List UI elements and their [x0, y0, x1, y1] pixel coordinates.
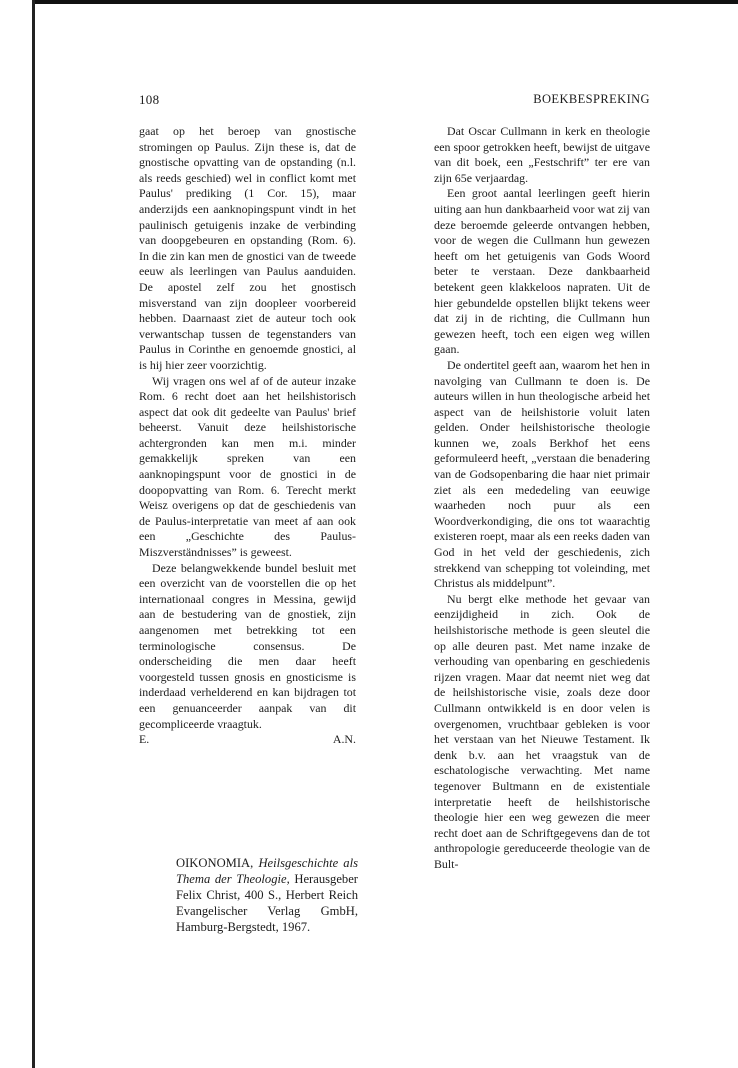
book-details: Herausgeber Felix Christ, 400 S., Herbert Reich Evangelischer Verlag GmbH, Hamburg-Bergstedt, 1967. — [176, 872, 358, 934]
page-number: 108 — [139, 92, 160, 107]
paragraph: Een groot aantal leerlingen geeft hierin uiting aan hun dankbaarheid voor wat zij van deze beroemde geleerde ontvangen hebben, voor de wegen die Cullmann hun gewezen heeft om het getuigenis van Gods Woord beter te verstaan. Deze dankbaarheid betekent geen klakkeloos napraten. Uit de hier gebundelde opstellen blijkt tekens weer dat zij in de richting, die Cullmann hun gewezen heeft, toch een eigen weg willen gaan. — [434, 186, 650, 357]
paragraph: Deze belangwekkende bundel besluit met een overzicht van de voorstellen die op het internationaal congres in Messina, gewijd aan de bestudering van de gnostiek, zijn aangenomen met betrekking tot een terminologische consensus. De onderscheiding die men daar heeft voorgesteld tussen gnosis en gnosticisme is inderdaad verhelderend en kan bijdragen tot een genuanceerder aanpak van dit gecompliceerde vraagtuk. — [139, 560, 356, 731]
paragraph: gaat op het beroep van gnostische stromingen op Paulus. Zijn these is, dat de gnostische opvatting van de opstanding (n.l. als reeds geschied) wel in conflict komt met Paulus' prediking (1 Cor. 15), maar anderzijds een aanknopingspunt vindt in het paulinisch getuigenis inzake de verbinding van doopgebeuren en opstanding (Rom. 6). In die zin kan men de gnostici van de tweede eeuw als leerlingen van Paulus aanduiden. De apostel zelf zou het gnostisch misverstand van zijn doopleer voorbereid hebben. Daarnaast ziet de auteur toch ook verwantschap tussen de tegenstanders van Paulus in Corinthe en genoemde gnostici, al is hij hier zeer voorzichtig. — [139, 124, 356, 372]
scan-left-border — [32, 0, 35, 1068]
paragraph: Wij vragen ons wel af of de auteur inzake Rom. 6 recht doet aan het heilshistorisch aspect dat ook dit gedeelte van Paulus' brief beheerst. Vanuit deze heilshistorische achtergronden kan men m.i. minder gemakkelijk spreken van een aanknopingspunt voor de gnostici in de doopopvatting van Rom. 6. Terecht merkt Weisz overigens op dat de geschiedenis van de Paulus-interpretatie van meet af aan ook een „Geschichte des Paulus-Miszverständnisses” is geweest. — [139, 373, 356, 560]
signature-right: A.N. — [332, 732, 356, 747]
paragraph: De ondertitel geeft aan, waarom het hen in navolging van Cullmann te doen is. De auteurs willen in hun theologische arbeid het aspect van de heilshistorie voluit laten gelden. Onder heilshistorische theologie kunnen we, zoals Berkhof het eens geformuleerd heeft, „verstaan die benadering van de Godsopenbaring die haar niet primair ziet als een mededeling van eeuwige waarheden noch puur als een Woordverkondiging, die ons tot waarachtig existeren roept, maar als een reeks daden van God in het veld der geschiedenis, zich strekkend van schepping tot voleinding, met Christus als middelpunt”. — [434, 357, 650, 591]
right-column — [434, 124, 650, 873]
signature-left: E. — [139, 732, 150, 747]
book-reference — [176, 855, 358, 935]
book-subtitle: Heilsgeschichte als Thema der Theologie, — [176, 856, 358, 886]
signature-line — [139, 732, 356, 748]
running-head: BOEKBESPREKING — [533, 92, 650, 106]
paragraph: Dat Oscar Cullmann in kerk en theologie een spoor getrokken heeft, bewijst de uitgave van dit boek, een „Festschrift” ter ere van zijn 65e verjaardag. — [434, 124, 650, 185]
left-column — [139, 124, 356, 748]
paragraph: Nu bergt elke methode het gevaar van eenzijdigheid in zich. Ook de heilshistorische methode is geen sleutel die op alle deuren past. Met name inzake de verhouding van openbaring en geschiedenis rijzen vragen. Maar dat neemt niet weg dat de heilshistorische visie, zoals deze door Cullmann ontwikkeld is en door velen is overgenomen, vruchtbaar gebleken is voor het verstaan van het Nieuwe Testament. Ik denk b.v. aan het vraagstuk van de eschatologische verwachting. Met name tegenover Bultmann en de existentiale interpretatie heeft de heilshistorische theologie hier een weg gewezen die meer recht doet aan de Schriftgegevens dan de tot anthropologie gereduceerde theologie van de Bult- — [434, 591, 650, 871]
scan-top-border — [35, 0, 738, 4]
book-title: OIKONOMIA, — [176, 856, 254, 870]
